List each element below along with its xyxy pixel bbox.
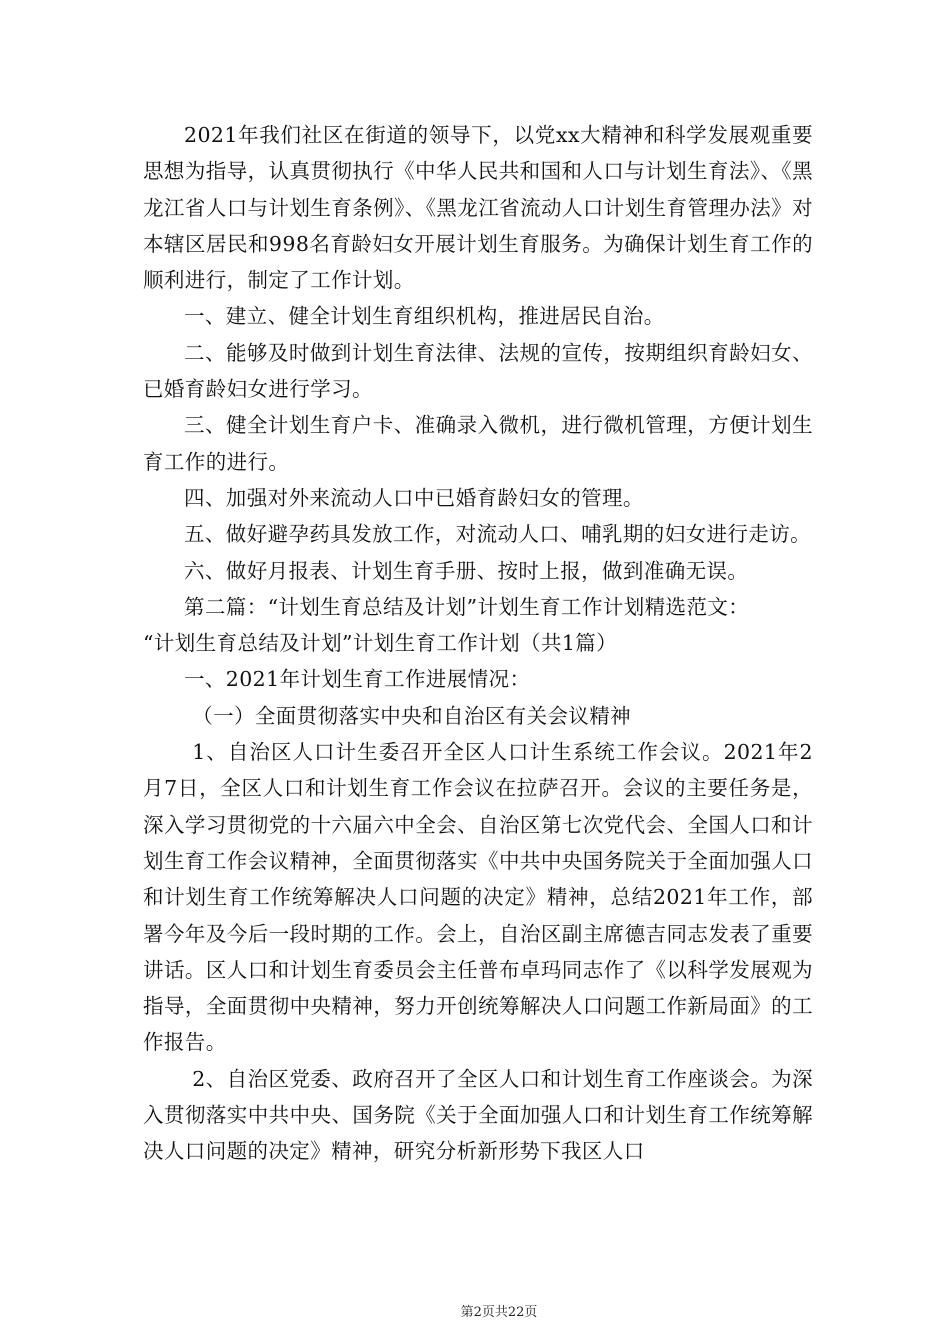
plan-item-2: 二、能够及时做到计划生育法律、法规的宣传，按期组织育龄妇女、已婚育龄妇女进行学习。 <box>143 340 813 402</box>
body-item-1: 1、自治区人口计生委召开全区人口计生系统工作会议。2021年2月7日，全区人口和计划生育工作会议在拉萨召开。会议的主要任务是，深入学习贯彻党的十六届六中全会、自治区第七次党代会、全国人口和计划生育工作会议精神，全面贯彻落实《中共中央国务院关于全面加强人口和计划生育工作统筹解决人口问题的决定》精神，总结2021年工作，部署今年及今后一段时期的工作。会上，自治区副主席德吉同志发表了重要讲话。区人口和计划生育委员会主任普布卓玛同志作了《以科学发展观为指导，全面贯彻中央精神，努力开创统筹解决人口问题工作新局面》的工作报告。 <box>143 740 813 1055</box>
section-heading: 一、2021年计划生育工作进展情况： <box>184 667 531 692</box>
page-number-footer: 第2页共22页 <box>460 1305 538 1320</box>
plan-item-5: 五、做好避孕药具发放工作，对流动人口、哺乳期的妇女进行走访。 <box>184 522 811 547</box>
document-body <box>143 117 813 1170</box>
next-article-title: 第二篇：“计划生育总结及计划”计划生育工作计划精选范文： <box>184 594 750 619</box>
sub-heading: （一）全面贯彻落实中央和自治区有关会议精神 <box>192 703 632 728</box>
plan-item-3: 三、健全计划生育户卡、准确录入微机，进行微机管理，方便计划生育工作的进行。 <box>143 413 813 474</box>
plan-item-4: 四、加强对外来流动人口中已婚育龄妇女的管理。 <box>184 485 644 510</box>
plan-item-6: 六、做好月报表、计划生育手册、按时上报，做到准确无误。 <box>184 558 749 583</box>
intro-paragraph: 2021年我们社区在街道的领导下，以党xx大精神和科学发展观重要思想为指导，认真贯彻执行《中华人民共和国和人口与计划生育法》、《黑龙江省人口与计划生育条例》、《黑龙江省流动人口计划生育管理办法》对本辖区居民和998名育龄妇女开展计划生育服务。为确保计划生育工作的顺利进行，制定了工作计划。 <box>143 123 813 293</box>
plan-item-1: 一、建立、健全计划生育组织机构，推进居民自治。 <box>184 304 665 329</box>
body-item-2: 2、自治区党委、政府召开了全区人口和计划生育工作座谈会。为深入贯彻落实中共中央、国务院《关于全面加强人口和计划生育工作统筹解决人口问题的决定》精神，研究分析新形势下我区人口 <box>143 1066 813 1164</box>
next-article-subtitle: “计划生育总结及计划”计划生育工作计划（共1篇） <box>143 631 618 656</box>
